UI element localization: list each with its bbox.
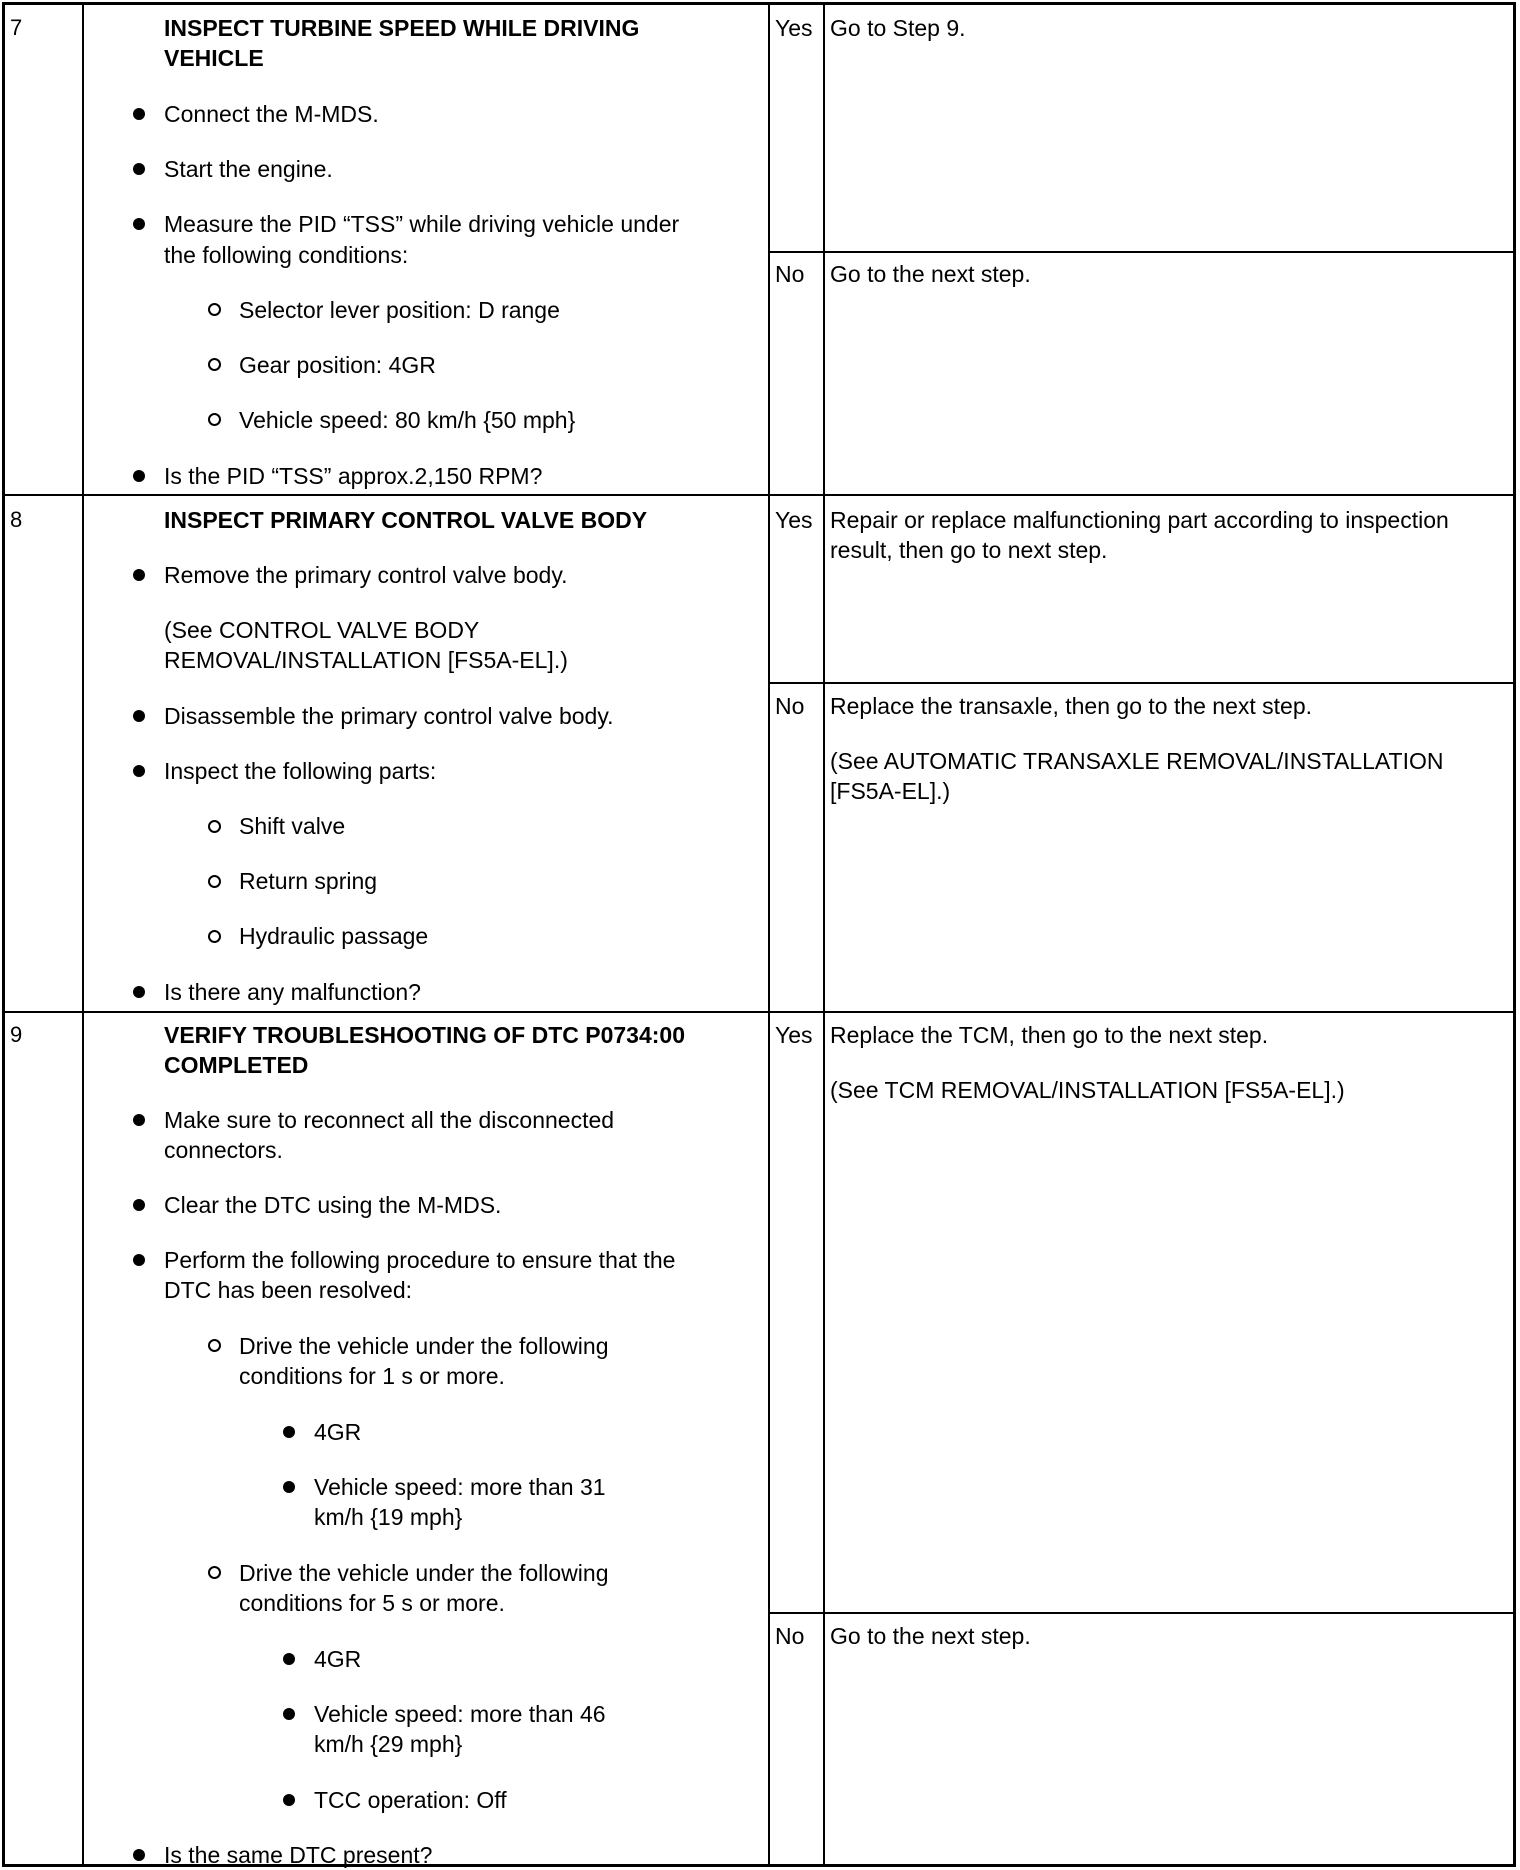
bullet-icon <box>133 163 145 175</box>
bullet-icon <box>133 986 145 998</box>
action-item: Make sure to reconnect all the disconnected <box>164 1107 615 1133</box>
yes-result: Repair or replace malfunctioning part according to inspection <box>830 507 1449 533</box>
yes-label: Yes <box>775 1022 813 1048</box>
table-border-left <box>2 2 5 1867</box>
action-item: DTC has been resolved: <box>164 1277 413 1303</box>
column-divider-step <box>82 2 84 1867</box>
action-reference: (See CONTROL VALVE BODY <box>164 617 480 643</box>
no-result: Replace the transaxle, then go to the next step. <box>830 693 1313 719</box>
bullet-icon <box>133 218 145 230</box>
no-result: Go to the next step. <box>830 261 1031 287</box>
bullet-icon <box>133 710 145 722</box>
action-subitem: Return spring <box>239 868 378 894</box>
action-item: Disassemble the primary control valve body. <box>164 703 614 729</box>
step-title: VEHICLE <box>164 45 264 71</box>
no-reference: [FS5A-EL].) <box>830 778 951 804</box>
action-subitem: Vehicle speed: 80 km/h {50 mph} <box>239 407 576 433</box>
yes-result: Go to Step 9. <box>830 15 966 41</box>
step-number: 8 <box>10 507 23 532</box>
no-label: No <box>775 261 805 287</box>
yes-result: Replace the TCM, then go to the next step. <box>830 1022 1269 1048</box>
action-condition: Vehicle speed: more than 46 <box>314 1701 606 1727</box>
bullet-icon <box>283 1426 295 1438</box>
row-divider-8-9 <box>2 1011 1516 1013</box>
action-subitem: Drive the vehicle under the following <box>239 1560 609 1586</box>
action-item: the following conditions: <box>164 242 409 268</box>
action-item: Remove the primary control valve body. <box>164 562 568 588</box>
yes-reference: (See TCM REMOVAL/INSTALLATION [FS5A-EL].) <box>830 1077 1345 1103</box>
yes-label: Yes <box>775 507 813 533</box>
row-divider-7-8 <box>2 494 1516 496</box>
step-title: INSPECT TURBINE SPEED WHILE DRIVING <box>164 15 640 41</box>
result-divider-9 <box>768 1612 1516 1614</box>
step-title: INSPECT PRIMARY CONTROL VALVE BODY <box>164 507 648 533</box>
action-condition: Vehicle speed: more than 31 <box>314 1474 606 1500</box>
no-label: No <box>775 693 805 719</box>
step-number: 7 <box>10 15 23 40</box>
action-subitem: Drive the vehicle under the following <box>239 1333 609 1359</box>
bullet-icon <box>133 470 145 482</box>
action-item: Inspect the following parts: <box>164 758 437 784</box>
action-subitem: Selector lever position: D range <box>239 297 560 323</box>
action-condition: TCC operation: Off <box>314 1787 507 1813</box>
table-border-right <box>1513 2 1516 1867</box>
table-border-top <box>2 2 1516 5</box>
action-condition: km/h {19 mph} <box>314 1504 463 1530</box>
bullet-icon <box>133 765 145 777</box>
action-item: Clear the DTC using the M-MDS. <box>164 1192 502 1218</box>
no-reference: (See AUTOMATIC TRANSAXLE REMOVAL/INSTALLATION <box>830 748 1444 774</box>
circle-bullet-icon <box>208 413 221 426</box>
circle-bullet-icon <box>208 875 221 888</box>
column-divider-result <box>823 2 825 1867</box>
action-item: Connect the M-MDS. <box>164 101 379 127</box>
column-divider-action <box>768 2 770 1867</box>
action-item: connectors. <box>164 1137 283 1163</box>
action-item: Start the engine. <box>164 156 333 182</box>
bullet-icon <box>133 1849 145 1861</box>
bullet-icon <box>283 1794 295 1806</box>
bullet-icon <box>283 1653 295 1665</box>
circle-bullet-icon <box>208 820 221 833</box>
bullet-icon <box>133 1254 145 1266</box>
circle-bullet-icon <box>208 303 221 316</box>
bullet-icon <box>133 108 145 120</box>
circle-bullet-icon <box>208 930 221 943</box>
bullet-icon <box>133 569 145 581</box>
circle-bullet-icon <box>208 358 221 371</box>
action-question: Is the PID “TSS” approx.2,150 RPM? <box>164 463 543 489</box>
bullet-icon <box>133 1199 145 1211</box>
result-divider-8 <box>768 682 1516 684</box>
action-reference: REMOVAL/INSTALLATION [FS5A-EL].) <box>164 647 568 673</box>
action-subitem: conditions for 5 s or more. <box>239 1590 505 1616</box>
bullet-icon <box>283 1708 295 1720</box>
no-result: Go to the next step. <box>830 1623 1031 1649</box>
action-subitem: Shift valve <box>239 813 346 839</box>
step-number: 9 <box>10 1022 23 1047</box>
action-subitem: conditions for 1 s or more. <box>239 1363 505 1389</box>
circle-bullet-icon <box>208 1339 221 1352</box>
no-label: No <box>775 1623 805 1649</box>
result-divider-7 <box>768 251 1516 253</box>
action-subitem: Hydraulic passage <box>239 923 429 949</box>
action-subitem: Gear position: 4GR <box>239 352 436 378</box>
circle-bullet-icon <box>208 1566 221 1579</box>
yes-label: Yes <box>775 15 813 41</box>
action-item: Perform the following procedure to ensure that the <box>164 1247 676 1273</box>
bullet-icon <box>283 1481 295 1493</box>
action-question: Is there any malfunction? <box>164 979 421 1005</box>
action-condition: km/h {29 mph} <box>314 1731 463 1757</box>
action-condition: 4GR <box>314 1646 362 1672</box>
action-condition: 4GR <box>314 1419 362 1445</box>
step-title: VERIFY TROUBLESHOOTING OF DTC P0734:00 <box>164 1022 686 1048</box>
action-item: Measure the PID “TSS” while driving vehicle under <box>164 211 680 237</box>
bullet-icon <box>133 1114 145 1126</box>
action-question: Is the same DTC present? <box>164 1842 433 1868</box>
step-title: COMPLETED <box>164 1052 309 1078</box>
yes-result: result, then go to next step. <box>830 537 1108 563</box>
